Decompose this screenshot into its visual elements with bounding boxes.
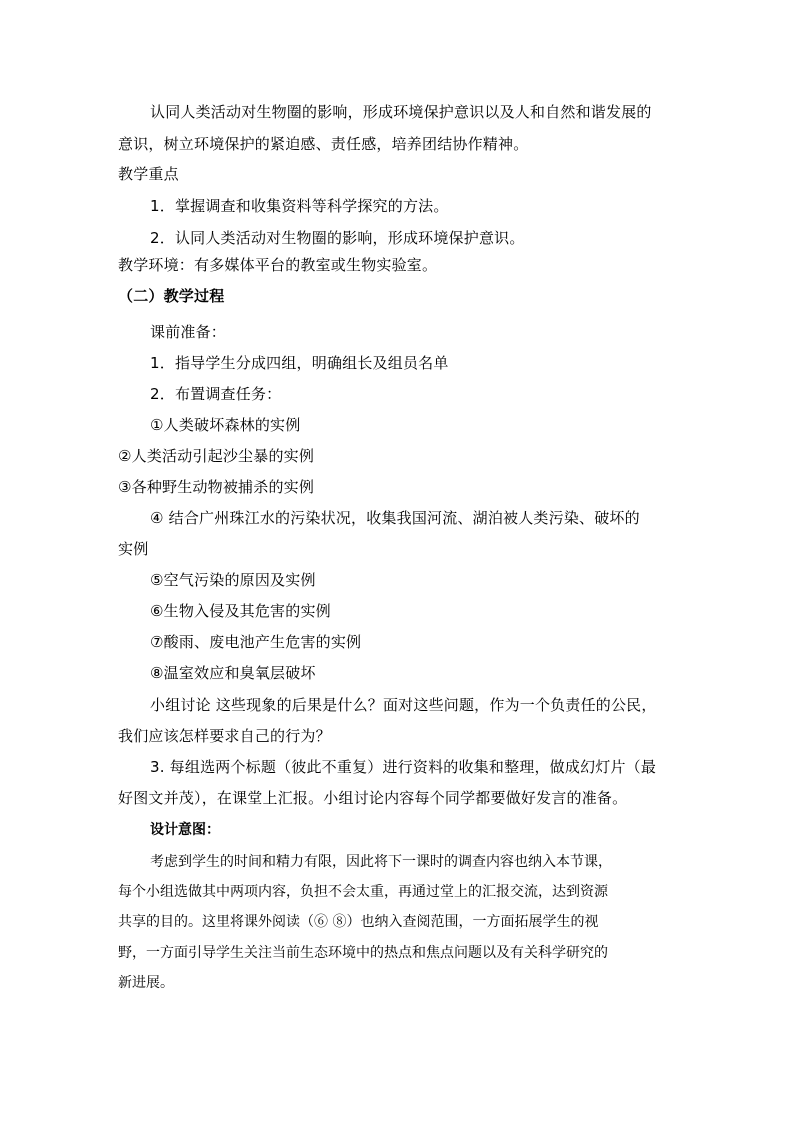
task-item-3: ③各种野生动物被捕杀的实例 bbox=[118, 478, 315, 496]
discussion-line-2: 我们应该怎样要求自己的行为？ bbox=[118, 727, 331, 745]
design-intent-line-3: 共享的目的。这里将课外阅读（⑥ ⑧）也纳入查阅范围，一方面拓展学生的视 bbox=[118, 914, 599, 930]
prep-label: 课前准备： bbox=[150, 323, 227, 341]
design-intent-line-1: 考虑到学生的时间和精力有限，因此将下一课时的调查内容也纳入本节课， bbox=[150, 854, 612, 870]
discussion-line-1: 小组讨论 这些现象的后果是什么？面对这些问题，作为一个负责任的公民， bbox=[150, 696, 657, 714]
task-item-2: ②人类活动引起沙尘暴的实例 bbox=[118, 447, 315, 465]
task-item-7: ⑦酸雨、废电池产生危害的实例 bbox=[150, 633, 362, 651]
teaching-environment: 教学环境：有多媒体平台的教室或生物实验室。 bbox=[118, 256, 438, 274]
intro-line-1: 认同人类活动对生物圈的影响，形成环境保护意识以及人和自然和谐发展的 bbox=[150, 103, 652, 121]
prep-step-1: 1．指导学生分成四组，明确组长及组员名单 bbox=[150, 354, 449, 372]
task-item-4: ④ 结合广州珠江水的污染状况，收集我国河流、湖泊被人类污染、破坏的 bbox=[150, 509, 640, 527]
task-item-5: ⑤空气污染的原因及实例 bbox=[150, 571, 316, 589]
task-item-8: ⑧温室效应和臭氧层破坏 bbox=[150, 664, 316, 682]
key-points-heading: 教学重点 bbox=[118, 165, 179, 183]
task-item-1: ①人类破坏森林的实例 bbox=[150, 416, 301, 434]
design-intent-line-4: 野，一方面引导学生关注当前生态环境中的热点和焦点问题以及有关科学研究的 bbox=[118, 945, 608, 961]
prep-step-3-line-1: 3. 每组选两个标题（彼此不重复）进行资料的收集和整理，做成幻灯片（最 bbox=[150, 758, 657, 776]
key-point-item-1: 1．掌握调查和收集资料等科学探究的方法。 bbox=[150, 197, 449, 215]
design-intent-heading: 设计意图： bbox=[150, 822, 220, 838]
design-intent-line-5: 新进展。 bbox=[118, 975, 174, 991]
intro-line-2: 意识，树立环境保护的紧迫感、责任感，培养团结协作精神。 bbox=[118, 135, 529, 153]
task-item-4-continued: 实例 bbox=[118, 540, 149, 558]
prep-step-2: 2．布置调查任务： bbox=[150, 385, 282, 403]
design-intent-line-2: 每个小组选做其中两项内容，负担不会太重，再通过堂上的汇报交流，达到资源 bbox=[118, 884, 608, 900]
key-point-item-2: 2．认同人类活动对生物圈的影响，形成环境保护意识。 bbox=[150, 229, 525, 247]
prep-step-3-line-2: 好图文并茂），在课堂上汇报。小组讨论内容每个同学都要做好发言的准备。 bbox=[118, 789, 628, 807]
process-heading: （二）教学过程 bbox=[118, 287, 225, 305]
task-item-6: ⑥生物入侵及其危害的实例 bbox=[150, 602, 331, 620]
